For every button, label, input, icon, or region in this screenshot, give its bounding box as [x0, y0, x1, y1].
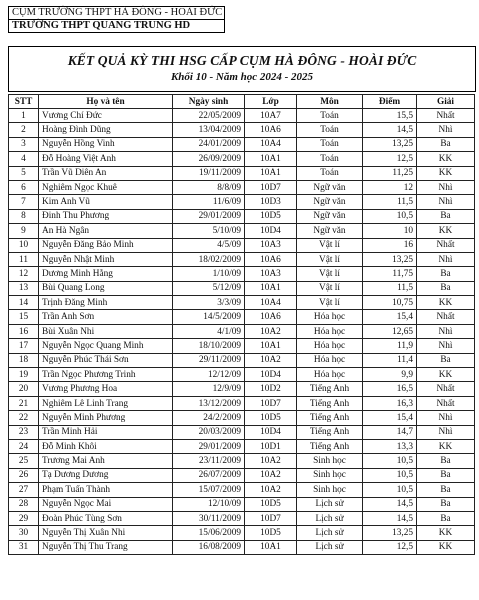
cell-name: Nguyễn Đăng Bảo Minh	[39, 238, 173, 252]
cell-stt: 22	[9, 411, 39, 425]
cell-score: 14,7	[363, 425, 417, 439]
cell-dob: 15/07/2009	[173, 483, 245, 497]
cell-award: Ba	[417, 497, 475, 511]
cell-stt: 6	[9, 180, 39, 194]
table-row	[9, 468, 475, 482]
title-box	[8, 46, 476, 92]
cell-score: 11,75	[363, 267, 417, 281]
cell-subject: Tiếng Anh	[297, 439, 363, 453]
cell-name: Trần Ngọc Phương Trinh	[39, 368, 173, 382]
cell-name: Bùi Quang Long	[39, 281, 173, 295]
cell-class: 10D4	[245, 224, 297, 238]
cell-score: 13,3	[363, 439, 417, 453]
cell-class: 10D5	[245, 209, 297, 223]
cell-score: 9,9	[363, 368, 417, 382]
cell-subject: Vật lí	[297, 296, 363, 310]
cell-dob: 12/9/09	[173, 382, 245, 396]
cell-subject: Sinh học	[297, 468, 363, 482]
cell-name: Nguyễn Ngọc Quang Minh	[39, 339, 173, 353]
cell-dob: 18/02/2009	[173, 252, 245, 266]
cell-award: Ba	[417, 267, 475, 281]
cell-subject: Sinh học	[297, 454, 363, 468]
cell-stt: 9	[9, 224, 39, 238]
cell-stt: 31	[9, 540, 39, 554]
cell-name: Đoàn Phúc Tùng Sơn	[39, 511, 173, 525]
cell-award: Nhất	[417, 238, 475, 252]
table-row	[9, 382, 475, 396]
cell-subject: Ngữ văn	[297, 224, 363, 238]
cell-stt: 1	[9, 109, 39, 123]
cell-score: 16,3	[363, 396, 417, 410]
cell-dob: 30/11/2009	[173, 511, 245, 525]
cell-score: 11,4	[363, 353, 417, 367]
cell-score: 16	[363, 238, 417, 252]
table-row	[9, 483, 475, 497]
cell-name: Nguyễn Minh Phương	[39, 411, 173, 425]
cell-class: 10A2	[245, 468, 297, 482]
cell-class: 10A3	[245, 267, 297, 281]
cell-stt: 20	[9, 382, 39, 396]
cell-award: KK	[417, 296, 475, 310]
cell-subject: Hóa học	[297, 310, 363, 324]
cell-dob: 13/12/2009	[173, 396, 245, 410]
table-row	[9, 195, 475, 209]
cell-score: 15,4	[363, 411, 417, 425]
cell-stt: 5	[9, 166, 39, 180]
cell-subject: Lịch sử	[297, 540, 363, 554]
cell-dob: 5/12/09	[173, 281, 245, 295]
cell-stt: 10	[9, 238, 39, 252]
cell-subject: Lịch sử	[297, 526, 363, 540]
cell-subject: Toán	[297, 123, 363, 137]
cell-name: Nguyễn Phúc Thái Sơn	[39, 353, 173, 367]
cell-name: Dương Minh Hằng	[39, 267, 173, 281]
cell-award: KK	[417, 224, 475, 238]
cell-name: Trịnh Đăng Minh	[39, 296, 173, 310]
cell-dob: 22/05/2009	[173, 109, 245, 123]
table-row	[9, 353, 475, 367]
col-header-name: Họ và tên	[39, 95, 173, 109]
cell-class: 10A2	[245, 483, 297, 497]
cell-award: Ba	[417, 353, 475, 367]
cell-score: 13,25	[363, 137, 417, 151]
col-header-dob: Ngày sinh	[173, 95, 245, 109]
cell-class: 10D5	[245, 526, 297, 540]
cell-stt: 4	[9, 152, 39, 166]
cell-score: 14,5	[363, 123, 417, 137]
cell-award: Nhất	[417, 109, 475, 123]
cell-award: Nhì	[417, 180, 475, 194]
cell-stt: 24	[9, 439, 39, 453]
cell-stt: 27	[9, 483, 39, 497]
table-row	[9, 396, 475, 410]
cell-stt: 17	[9, 339, 39, 353]
cell-class: 10A6	[245, 310, 297, 324]
cell-dob: 19/11/2009	[173, 166, 245, 180]
cell-class: 10D4	[245, 425, 297, 439]
cell-stt: 16	[9, 324, 39, 338]
cell-score: 10,75	[363, 296, 417, 310]
cell-score: 11,25	[363, 166, 417, 180]
cell-name: Nguyễn Hồng Vinh	[39, 137, 173, 151]
cell-class: 10A2	[245, 454, 297, 468]
cell-score: 11,9	[363, 339, 417, 353]
cell-stt: 18	[9, 353, 39, 367]
cell-dob: 1/10/09	[173, 267, 245, 281]
cell-class: 10A4	[245, 137, 297, 151]
cell-class: 10A1	[245, 152, 297, 166]
cell-score: 12,5	[363, 152, 417, 166]
cell-name: Nguyễn Thị Xuân Nhi	[39, 526, 173, 540]
table-row	[9, 425, 475, 439]
table-row	[9, 296, 475, 310]
table-row	[9, 540, 475, 554]
cell-subject: Vật lí	[297, 267, 363, 281]
col-header-class: Lớp	[245, 95, 297, 109]
school-header	[8, 6, 225, 33]
col-header-award: Giải	[417, 95, 475, 109]
cell-class: 10A2	[245, 324, 297, 338]
cell-name: Trần Anh Sơn	[39, 310, 173, 324]
cell-award: KK	[417, 540, 475, 554]
cell-subject: Vật lí	[297, 281, 363, 295]
table-row	[9, 454, 475, 468]
cell-name: Nghiêm Lê Linh Trang	[39, 396, 173, 410]
cell-class: 10D7	[245, 396, 297, 410]
cell-class: 10A7	[245, 109, 297, 123]
cell-dob: 5/10/09	[173, 224, 245, 238]
cell-stt: 11	[9, 252, 39, 266]
cell-award: KK	[417, 368, 475, 382]
cell-class: 10A6	[245, 252, 297, 266]
cell-dob: 29/11/2009	[173, 353, 245, 367]
cell-award: Nhì	[417, 195, 475, 209]
cell-award: KK	[417, 526, 475, 540]
cell-dob: 8/8/09	[173, 180, 245, 194]
cell-subject: Hóa học	[297, 368, 363, 382]
cell-name: Vương Chí Đức	[39, 109, 173, 123]
cell-dob: 4/5/09	[173, 238, 245, 252]
cell-name: Đỗ Hoàng Việt Anh	[39, 152, 173, 166]
cell-subject: Toán	[297, 109, 363, 123]
cell-class: 10A4	[245, 296, 297, 310]
cell-stt: 7	[9, 195, 39, 209]
cell-stt: 15	[9, 310, 39, 324]
cell-dob: 26/07/2009	[173, 468, 245, 482]
cell-award: Ba	[417, 511, 475, 525]
cell-score: 10,5	[363, 483, 417, 497]
table-row	[9, 339, 475, 353]
cell-score: 15,4	[363, 310, 417, 324]
cell-class: 10D1	[245, 439, 297, 453]
cell-name: Đỗ Minh Khôi	[39, 439, 173, 453]
cell-class: 10A1	[245, 281, 297, 295]
table-row	[9, 109, 475, 123]
cell-award: Ba	[417, 209, 475, 223]
cell-class: 10A1	[245, 339, 297, 353]
cell-subject: Ngữ văn	[297, 195, 363, 209]
table-row	[9, 166, 475, 180]
table-row	[9, 123, 475, 137]
cell-subject: Ngữ văn	[297, 209, 363, 223]
cell-award: KK	[417, 439, 475, 453]
table-row	[9, 267, 475, 281]
cluster-name: CỤM TRƯỜNG THPT HÀ ĐÔNG - HOÀI ĐỨC	[9, 7, 224, 20]
cell-class: 10A3	[245, 238, 297, 252]
cell-stt: 29	[9, 511, 39, 525]
table-row	[9, 511, 475, 525]
cell-award: Ba	[417, 281, 475, 295]
cell-name: Trần Vũ Diên An	[39, 166, 173, 180]
school-name: TRƯỜNG THPT QUANG TRUNG HD	[12, 20, 191, 31]
cell-subject: Sinh học	[297, 483, 363, 497]
table-row	[9, 497, 475, 511]
cell-award: Ba	[417, 468, 475, 482]
cell-score: 12,65	[363, 324, 417, 338]
cell-dob: 24/01/2009	[173, 137, 245, 151]
cell-class: 10D7	[245, 511, 297, 525]
table-row	[9, 324, 475, 338]
cell-stt: 14	[9, 296, 39, 310]
cell-dob: 23/11/2009	[173, 454, 245, 468]
cell-dob: 16/08/2009	[173, 540, 245, 554]
cell-name: Nghiêm Ngọc Khuê	[39, 180, 173, 194]
cell-class: 10D5	[245, 411, 297, 425]
cell-name: Kim Anh Vũ	[39, 195, 173, 209]
cell-dob: 15/06/2009	[173, 526, 245, 540]
cell-score: 14,5	[363, 511, 417, 525]
cell-award: Ba	[417, 454, 475, 468]
table-row	[9, 137, 475, 151]
table-row	[9, 526, 475, 540]
cell-stt: 26	[9, 468, 39, 482]
cell-name: Đinh Thu Phương	[39, 209, 173, 223]
cell-subject: Toán	[297, 166, 363, 180]
cell-dob: 29/01/2009	[173, 209, 245, 223]
cell-award: Nhì	[417, 252, 475, 266]
cell-score: 10	[363, 224, 417, 238]
cell-subject: Toán	[297, 137, 363, 151]
cell-stt: 3	[9, 137, 39, 151]
cell-class: 10D4	[245, 368, 297, 382]
cell-name: Vương Phương Hoa	[39, 382, 173, 396]
cell-class: 10A6	[245, 123, 297, 137]
cell-name: Trần Minh Hải	[39, 425, 173, 439]
results-table	[8, 94, 475, 555]
cell-name: Nguyễn Nhật Minh	[39, 252, 173, 266]
cell-dob: 18/10/2009	[173, 339, 245, 353]
cell-class: 10A1	[245, 166, 297, 180]
page-subtitle: Khối 10 - Năm học 2024 - 2025	[170, 71, 314, 83]
cell-stt: 21	[9, 396, 39, 410]
cell-award: KK	[417, 152, 475, 166]
cell-dob: 12/12/09	[173, 368, 245, 382]
table-row	[9, 252, 475, 266]
cell-award: Ba	[417, 137, 475, 151]
table-row	[9, 411, 475, 425]
cell-score: 13,25	[363, 526, 417, 540]
cell-score: 10,5	[363, 209, 417, 223]
cell-class: 10D5	[245, 497, 297, 511]
cell-dob: 11/6/09	[173, 195, 245, 209]
cell-award: Nhì	[417, 411, 475, 425]
cell-dob: 14/5/2009	[173, 310, 245, 324]
cell-name: Trương Mai Anh	[39, 454, 173, 468]
cell-dob: 26/09/2009	[173, 152, 245, 166]
col-header-score: Điểm	[363, 95, 417, 109]
cell-score: 15,5	[363, 109, 417, 123]
cell-subject: Lịch sử	[297, 511, 363, 525]
cell-score: 12	[363, 180, 417, 194]
table-row	[9, 281, 475, 295]
cell-dob: 20/03/2009	[173, 425, 245, 439]
cell-stt: 25	[9, 454, 39, 468]
cell-stt: 2	[9, 123, 39, 137]
cell-award: Nhì	[417, 425, 475, 439]
cell-award: Nhất	[417, 382, 475, 396]
cell-score: 14,5	[363, 497, 417, 511]
page-title: KẾT QUẢ KỲ THI HSG CẤP CỤM HÀ ĐÔNG - HOÀI ĐỨC	[67, 53, 417, 68]
cell-name: An Hà Ngân	[39, 224, 173, 238]
cell-name: Phạm Tuấn Thành	[39, 483, 173, 497]
cell-score: 13,25	[363, 252, 417, 266]
cell-stt: 8	[9, 209, 39, 223]
cell-dob: 12/10/09	[173, 497, 245, 511]
cell-name: Tạ Dương Dương	[39, 468, 173, 482]
cell-subject: Lịch sử	[297, 497, 363, 511]
cell-score: 11,5	[363, 281, 417, 295]
cell-score: 16,5	[363, 382, 417, 396]
cell-score: 12,5	[363, 540, 417, 554]
cell-subject: Hóa học	[297, 324, 363, 338]
cell-name: Hoàng Đình Dũng	[39, 123, 173, 137]
cell-subject: Tiếng Anh	[297, 425, 363, 439]
cell-dob: 4/1/09	[173, 324, 245, 338]
table-header-row	[9, 95, 475, 109]
cell-subject: Hóa học	[297, 353, 363, 367]
col-header-stt: STT	[9, 95, 39, 109]
cell-subject: Tiếng Anh	[297, 382, 363, 396]
cell-score: 10,5	[363, 468, 417, 482]
cell-class: 10D3	[245, 195, 297, 209]
cell-class: 10D2	[245, 382, 297, 396]
cell-award: KK	[417, 166, 475, 180]
cell-dob: 13/04/2009	[173, 123, 245, 137]
cell-stt: 19	[9, 368, 39, 382]
cell-class: 10A2	[245, 353, 297, 367]
cell-dob: 3/3/09	[173, 296, 245, 310]
cell-subject: Tiếng Anh	[297, 411, 363, 425]
cell-stt: 12	[9, 267, 39, 281]
cell-award: Nhì	[417, 339, 475, 353]
cell-award: Nhất	[417, 310, 475, 324]
cell-dob: 24/2/2009	[173, 411, 245, 425]
table-row	[9, 368, 475, 382]
cell-subject: Hóa học	[297, 339, 363, 353]
cell-score: 11,5	[363, 195, 417, 209]
cell-name: Nguyễn Thị Thu Trang	[39, 540, 173, 554]
cell-dob: 29/01/2009	[173, 439, 245, 453]
cell-subject: Vật lí	[297, 238, 363, 252]
cell-award: Nhì	[417, 123, 475, 137]
table-row	[9, 238, 475, 252]
cell-subject: Ngữ văn	[297, 180, 363, 194]
cell-name: Bùi Xuân Nhi	[39, 324, 173, 338]
cell-award: Nhất	[417, 396, 475, 410]
cell-name: Nguyễn Ngọc Mai	[39, 497, 173, 511]
cell-award: Nhì	[417, 324, 475, 338]
cell-subject: Vật lí	[297, 252, 363, 266]
cell-stt: 13	[9, 281, 39, 295]
table-row	[9, 180, 475, 194]
cell-stt: 23	[9, 425, 39, 439]
cell-class: 10D7	[245, 180, 297, 194]
cell-class: 10A1	[245, 540, 297, 554]
table-row	[9, 152, 475, 166]
cell-subject: Tiếng Anh	[297, 396, 363, 410]
cell-score: 10,5	[363, 454, 417, 468]
col-header-subject: Môn	[297, 95, 363, 109]
cell-award: Ba	[417, 483, 475, 497]
cell-stt: 28	[9, 497, 39, 511]
table-row	[9, 224, 475, 238]
table-row	[9, 209, 475, 223]
table-row	[9, 439, 475, 453]
cell-stt: 30	[9, 526, 39, 540]
table-row	[9, 310, 475, 324]
cell-subject: Toán	[297, 152, 363, 166]
